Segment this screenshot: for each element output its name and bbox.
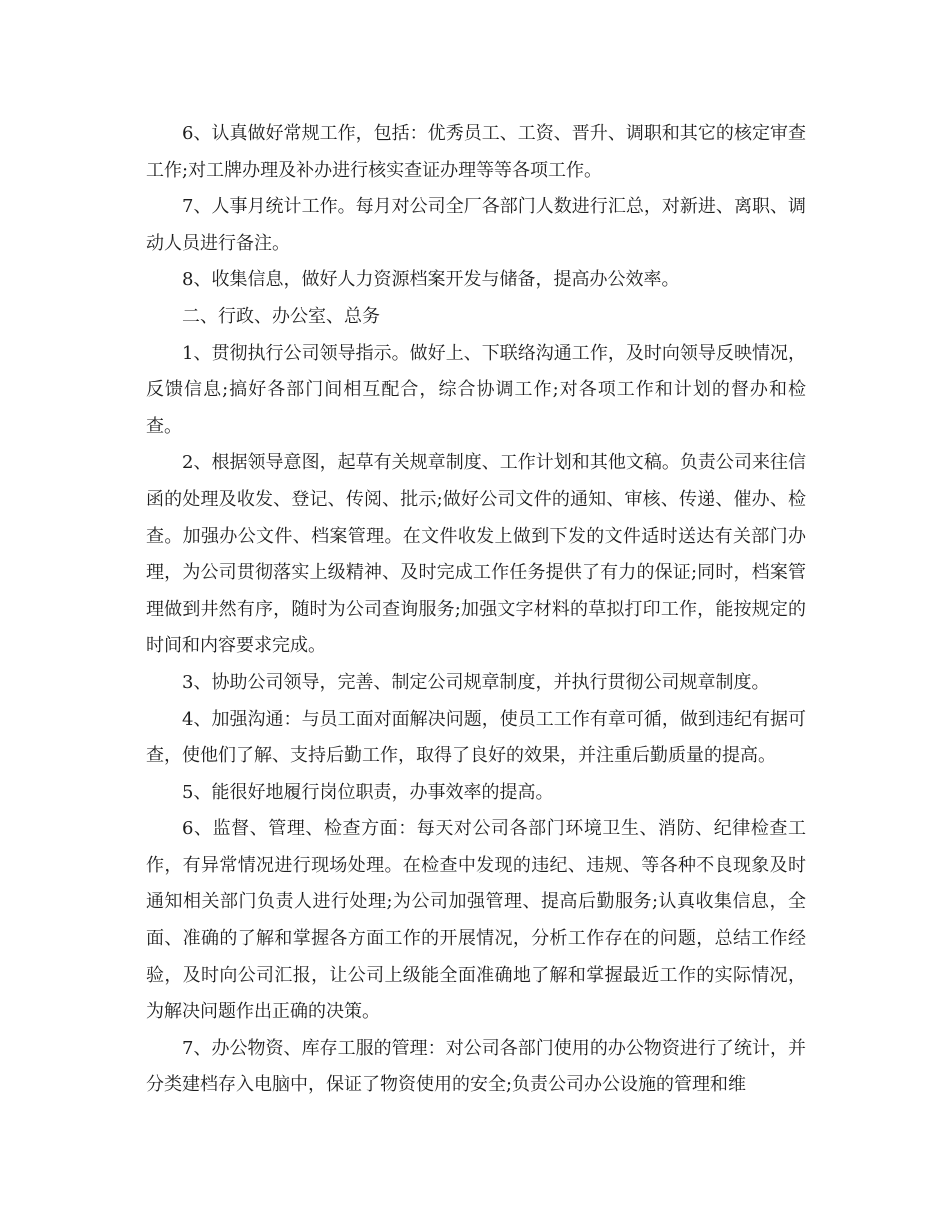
paragraph-hr-item-8: 8、收集信息，做好人力资源档案开发与储备，提高办公效率。 [182, 269, 680, 291]
document-body [146, 116, 806, 1104]
paragraph-admin-item-5: 5、能很好地履行岗位职责，办事效率的提高。 [182, 781, 554, 803]
paragraph-admin-item-4: 4、加强沟通：与员工面对面解决问题，使员工工作有章可循，做到违纪有据可查，使他们了解、支持后勤工作，取得了良好的效果，并注重后勤质量的提高。 [146, 708, 806, 767]
paragraph-admin-item-7: 7、办公物资、库存工服的管理：对公司各部门使用的办公物资进行了统计，并分类建档存入电脑中，保证了物资使用的安全;负责公司办公设施的管理和维 [146, 1037, 806, 1096]
paragraph-admin-item-3: 3、协助公司领导，完善、制定公司规章制度，并执行贯彻公司规章制度。 [182, 671, 770, 693]
paragraph-admin-item-2: 2、根据领导意图，起草有关规章制度、工作计划和其他文稿。负责公司来往信函的处理及收发、登记、传阅、批示;做好公司文件的通知、审核、传递、催办、检查。加强办公文件、档案管理。在文件收发上做到下发的文件适时送达有关部门办理，为公司贯彻落实上级精神、及时完成工作任务提供了有力的保证;同时，档案管理做到井然有序，随时为公司查询服务;加强文字材料的草拟打印工作，能按规定的时间和内容要求完成。 [146, 452, 806, 657]
paragraph-admin-item-6: 6、监督、管理、检查方面：每天对公司各部门环境卫生、消防、纪律检查工作，有异常情况进行现场处理。在检查中发现的违纪、违规、等各种不良现象及时通知相关部门负责人进行处理;为公司加强管理、提高后勤服务;认真收集信息，全面、准确的了解和掌握各方面工作的开展情况，分析工作存在的问题，总结工作经验，及时向公司汇报，让公司上级能全面准确地了解和掌握最近工作的实际情况，为解决问题作出正确的决策。 [146, 818, 806, 1023]
section-heading-admin: 二、行政、办公室、总务 [182, 305, 380, 327]
paragraph-hr-item-6: 6、认真做好常规工作，包括：优秀员工、工资、晋升、调职和其它的核定审查工作;对工牌办理及补办进行核实查证办理等等各项工作。 [146, 123, 806, 181]
paragraph-hr-item-7: 7、人事月统计工作。每月对公司全厂各部门人数进行汇总，对新进、离职、调动人员进行备注。 [146, 196, 806, 254]
paragraph-admin-item-1: 1、贯彻执行公司领导指示。做好上、下联络沟通工作，及时向领导反映情况，反馈信息;搞好各部门间相互配合，综合协调工作;对各项工作和计划的督办和检查。 [146, 342, 806, 437]
